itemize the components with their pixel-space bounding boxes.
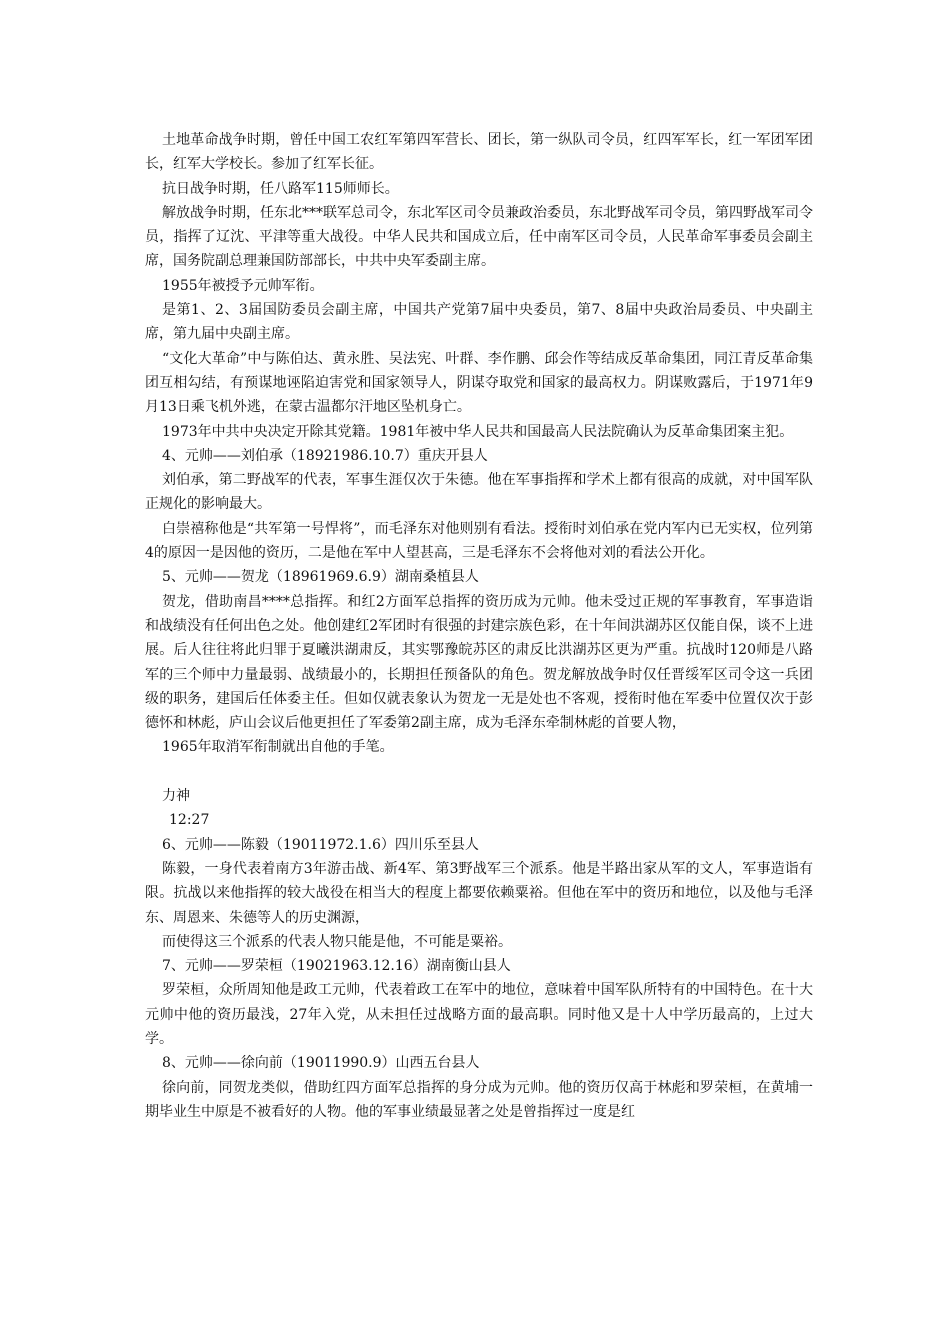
section-heading: 5、元帅——贺龙（18961969.6.9）湖南桑植县人	[162, 569, 479, 586]
paragraph: 土地革命战争时期，曾任中国工农红军第四军营长、团长，第一纵队司令员，红四军军长，红一军团军团长，红军大学校长。参加了红军长征。	[145, 132, 813, 173]
document-body	[145, 128, 813, 1124]
paragraph: 徐向前，同贺龙类似，借助红四方面军总指挥的身分成为元帅。他的资历仅高于林彪和罗荣桓，在黄埔一期毕业生中原是不被看好的人物。他的军事业绩最显著之处是曾指挥过一度是红	[145, 1079, 813, 1120]
paragraph: 贺龙，借助南昌****总指挥。和红2方面军总指挥的资历成为元帅。他未受过正规的军事教育，军事造诣和战绩没有任何出色之处。他创建红2军团时有很强的封建宗族色彩，在十年间洪湖苏区仅能自保，谈不上进展。后人往往将此归罪于夏曦洪湖肃反，其实鄂豫皖苏区的肃反比洪湖苏区更为严重。抗战时120师是八路军的三个师中力量最弱、战绩最小的，长期担任预备队的角色。贺龙解放战争时仅任晋绥军区司令这一兵团级的职务，建国后任体委主任。但如仅就表象认为贺龙一无是处也不客观，授衔时他在军委中位置仅次于彭德怀和林彪，庐山会议后他更担任了军委第2副主席，成为毛泽东牵制林彪的首要人物，	[145, 593, 813, 732]
section-heading: 8、元帅——徐向前（19011990.9）山西五台县人	[162, 1055, 480, 1072]
paragraph: 抗日战争时期，任八路军115师师长。	[162, 180, 399, 197]
paragraph: 1955年被授予元帅军衔。	[162, 277, 324, 294]
section-heading: 4、元帅——刘伯承（18921986.10.7）重庆开县人	[162, 447, 488, 464]
paragraph: 而使得这三个派系的代表人物只能是他，不可能是粟裕。	[162, 933, 512, 950]
paragraph: 罗荣桓，众所周知他是政工元帅，代表着政工在军中的地位，意味着中国军队所特有的中国特色。在十大元帅中他的资历最浅，27年入党，从未担任过战略方面的最高职。同时他又是十人中学历最高的，上过大学。	[145, 982, 813, 1047]
paragraph: 白崇禧称他是“共军第一号悍将”，而毛泽东对他则别有看法。授衔时刘伯承在党内军内已无实权，位列第4的原因一是因他的资历，二是他在军中人望甚高，三是毛泽东不会将他对刘的看法公开化。	[145, 520, 813, 562]
paragraph: 刘伯承，第二野战军的代表，军事生涯仅次于朱德。他在军事指挥和学术上都有很高的成就，对中国军队正规化的影响最大。	[145, 472, 813, 513]
paragraph: “文化大革命”中与陈伯达、黄永胜、吴法宪、叶群、李作鹏、邱会作等结成反革命集团，同江青反革命集团互相勾结，有预谋地诬陷迫害党和国家领导人，阴谋夺取党和国家的最高权力。阴谋败露后，于1971年9月13日乘飞机外逃，在蒙古温都尔汗地区坠机身亡。	[145, 350, 813, 416]
section-heading: 6、元帅——陈毅（19011972.1.6）四川乐至县人	[162, 836, 479, 853]
paragraph: 解放战争时期，任东北***联军总司令，东北军区司令员兼政治委员，东北野战军司令员，第四野战军司令员，指挥了辽沈、平津等重大战役。中华人民共和国成立后，任中南军区司令员，人民革命军事委员会副主席，国务院副总理兼国防部部长，中共中央军委副主席。	[145, 204, 813, 270]
paragraph: 陈毅，一身代表着南方3年游击战、新4军、第3野战军三个派系。他是半路出家从军的文人，军事造诣有限。抗战以来他指挥的较大战役在相当大的程度上都要依赖粟裕。但他在军中的资历和地位，以及他与毛泽东、周恩来、朱德等人的历史渊源，	[145, 860, 813, 926]
section-heading: 7、元帅——罗荣桓（19021963.12.16）湖南衡山县人	[162, 958, 511, 975]
paragraph: 1973年中共中央决定开除其党籍。1981年被中华人民共和国最高人民法院确认为反革命集团案主犯。	[162, 423, 794, 440]
paragraph: 是第1、2、3届国防委员会副主席，中国共产党第7届中央委员，第7、8届中央政治局委员、中央副主席，第九届中央副主席。	[145, 302, 813, 343]
blank-line	[145, 760, 813, 784]
paragraph: 1965年取消军衔制就出自他的手笔。	[162, 739, 394, 756]
post-time: 12:27	[169, 812, 210, 829]
author-name: 力神	[162, 788, 190, 805]
